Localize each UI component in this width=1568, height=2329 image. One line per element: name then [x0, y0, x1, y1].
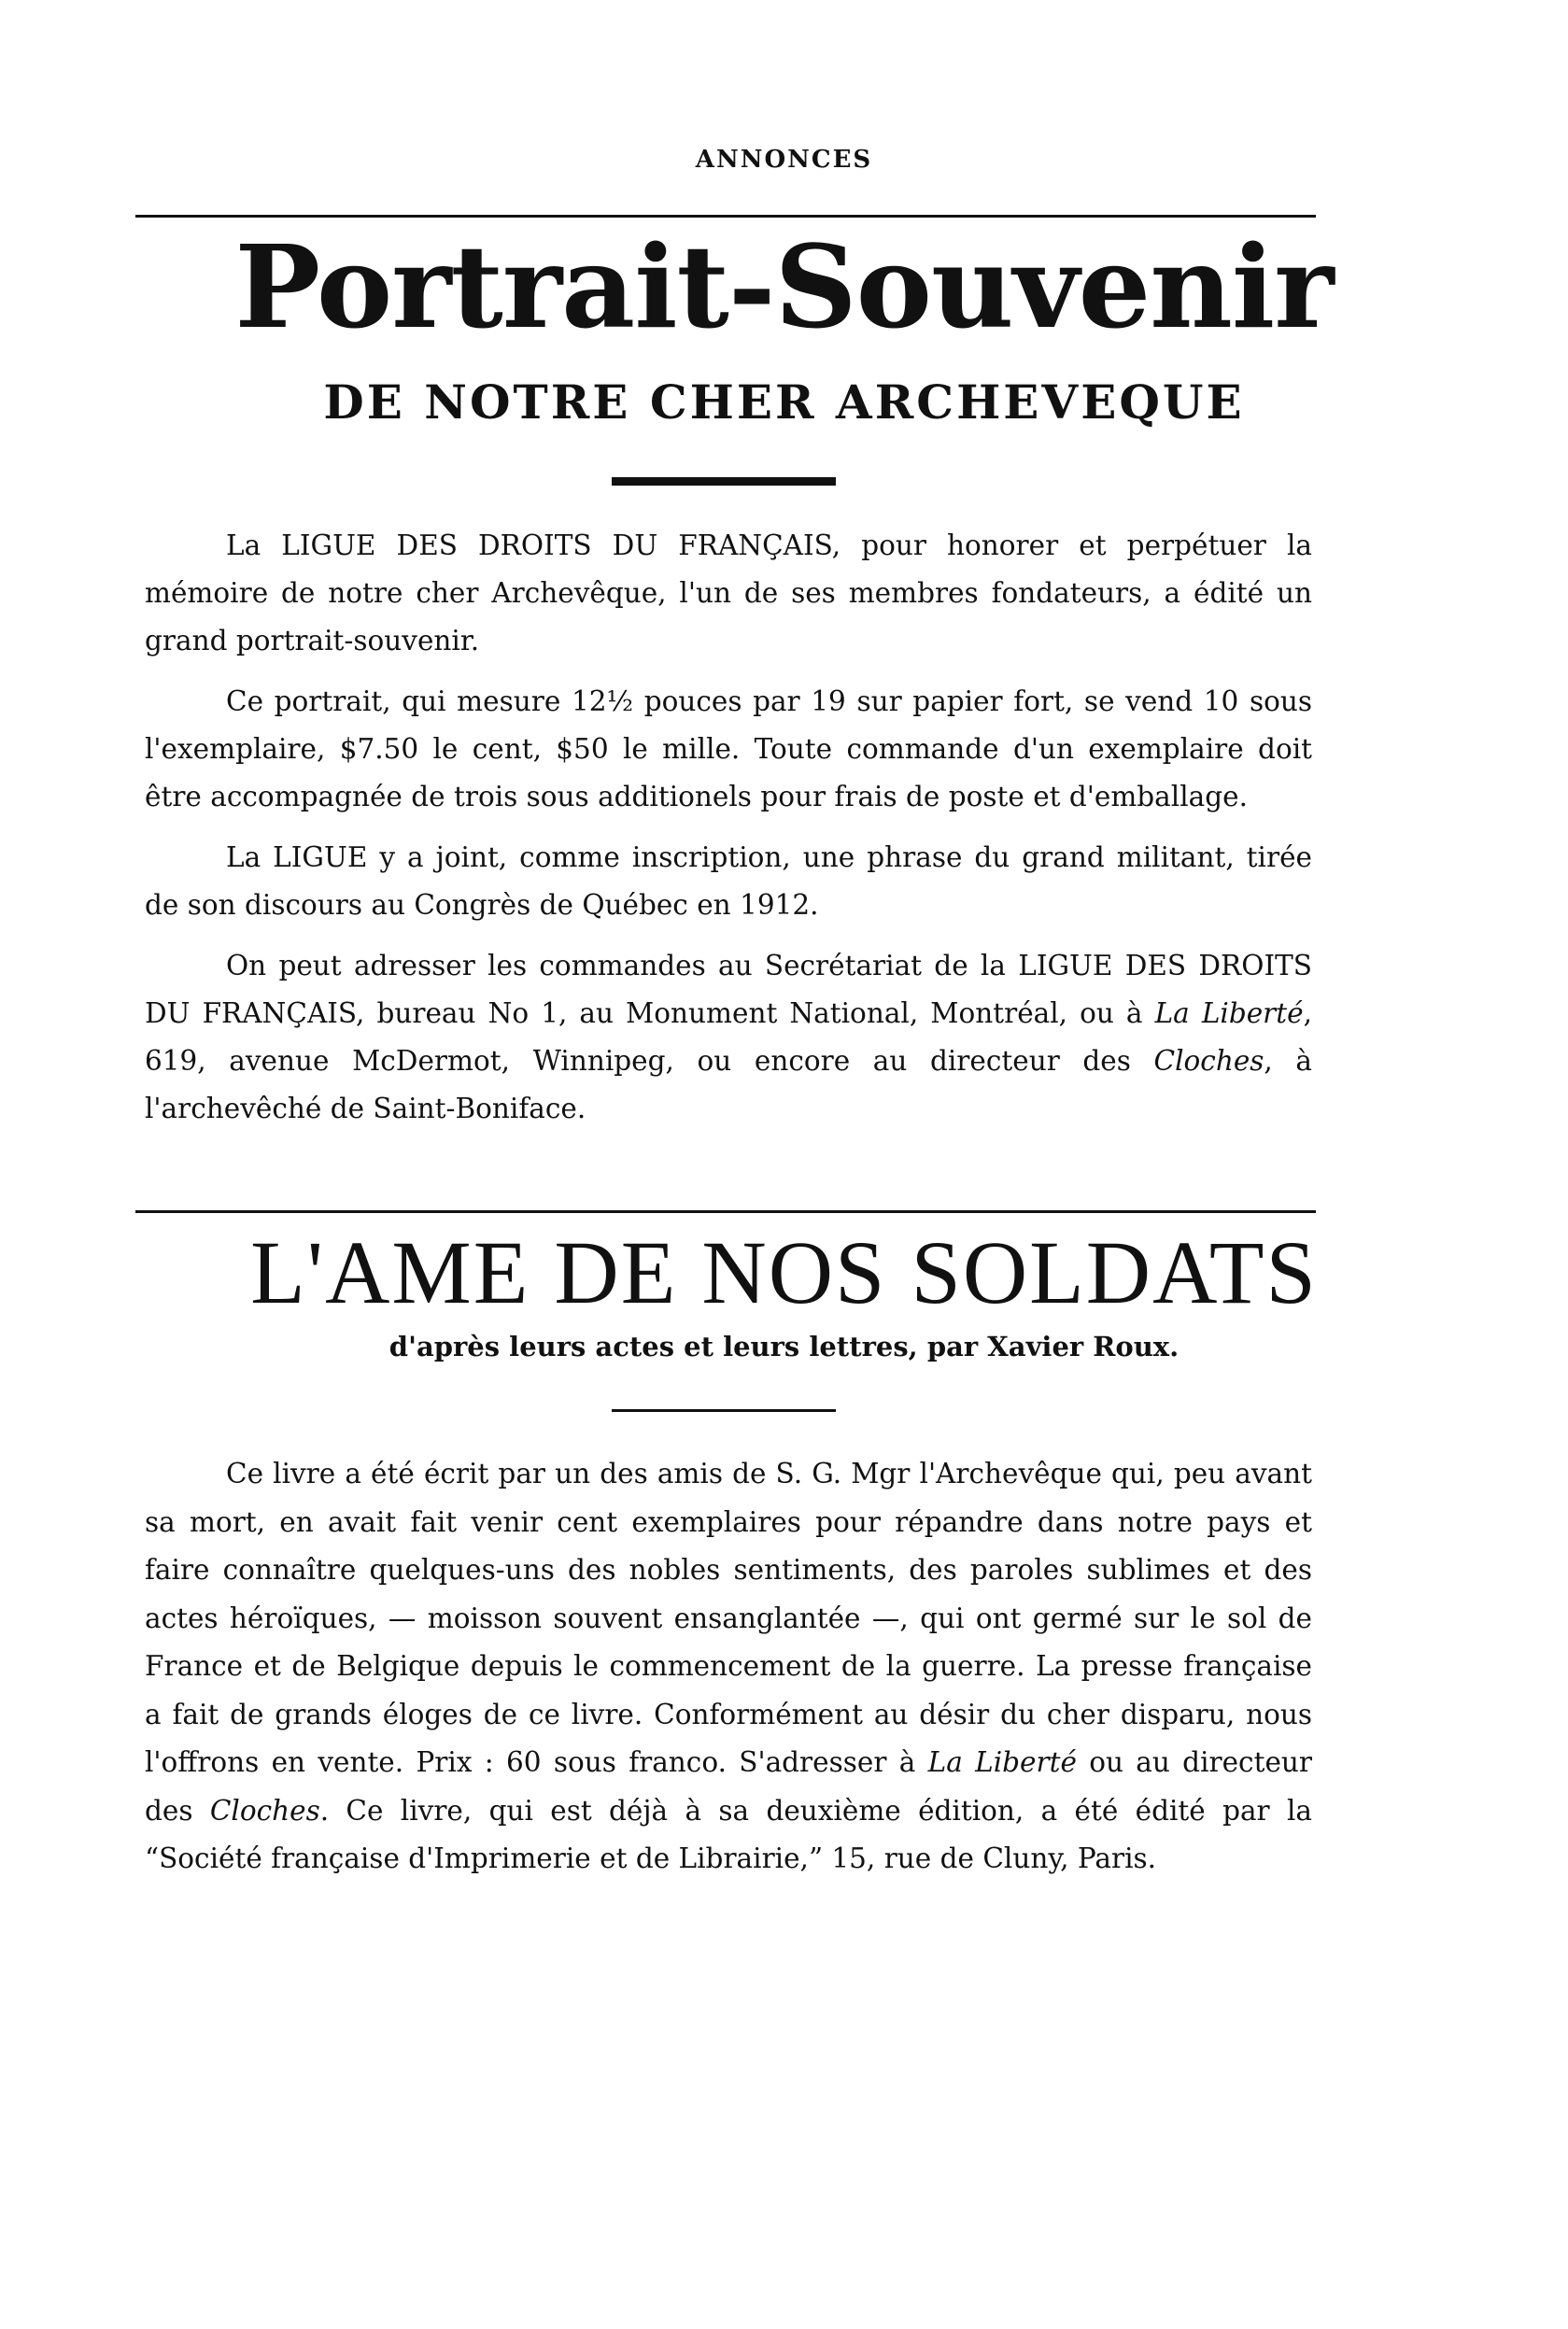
s2-text-a: Ce livre a été écrit par un des amis de S. G. Mgr l'Archevêque qui, peu avant sa mort, en avait fait venir cent exemplaires pour répandre dans notre pays et faire connaître quelques-uns des nobles sentiments, des paroles sublimes et des actes héroïques, — moisson souvent ensanglantée —, qui ont germé sur le sol de France et de Belgique depuis le commencement de la guerre. La presse française a fait de grands éloges de ce livre. Conformément au désir du cher disparu, nous l'offrons en vente. Prix : 60 sous franco. S'adresser à [145, 1458, 1312, 1778]
ame-de-nos-soldats-title: L'AME DE NOS SOLDATS [250, 1222, 1318, 1322]
p4-text-c: , à l'archevêché de Saint-Boniface. [145, 1045, 1313, 1124]
ame-de-nos-soldats-subtitle: d'après leurs actes et leurs lettres, par Xavier Roux. [388, 1331, 1180, 1362]
p4-text-a: On peut adresser les commandes au Secrétariat de la LIGUE DES DROITS DU FRANÇAIS, bureau No 1, au Monument National, Montréal, ou à [145, 950, 1312, 1029]
p4-italic-la-liberte: La Liberté [1154, 997, 1304, 1029]
section1-body [145, 522, 1312, 1146]
section2-short-rule [612, 1409, 836, 1412]
s2-text-b: ou au directeur des [145, 1746, 1312, 1827]
top-rule [135, 215, 1316, 218]
portrait-souvenir-title: Portrait-Souvenir [234, 219, 1334, 354]
middle-rule [135, 1210, 1316, 1213]
section1-paragraph-1: La LIGUE DES DROITS DU FRANÇAIS, pour honorer et perpétuer la mémoire de notre cher Archevêque, l'un de ses membres fondateurs, a édité un grand portrait-souvenir. [145, 529, 1312, 656]
section1-paragraph-2: Ce portrait, qui mesure 12½ pouces par 19 sur papier fort, se vend 10 sous l'exemplaire, $7.50 le cent, $50 le mille. Toute commande d'un exemplaire doit être accompagnée de trois sous additionels pour frais de poste et d'emballage. [145, 685, 1312, 812]
s2-text-c: . Ce livre, qui est déjà à sa deuxième édition, a été édité par la “Société française d'Imprimerie et de Librairie,” 15, rue de Cluny, Paris. [145, 1794, 1313, 1874]
portrait-souvenir-subtitle: DE NOTRE CHER ARCHEVEQUE [323, 374, 1245, 430]
running-head: ANNONCES [695, 146, 873, 174]
p4-italic-cloches: Cloches [1153, 1045, 1264, 1077]
section2-body [145, 1450, 1312, 1884]
section1-short-rule [612, 477, 836, 486]
s2-italic-cloches: Cloches [209, 1794, 320, 1827]
p4-text-b: , 619, avenue McDermot, Winnipeg, ou encore au directeur des [145, 997, 1312, 1077]
section1-paragraph-4 [145, 942, 1312, 1133]
section2-paragraph-1 [145, 1450, 1312, 1884]
s2-italic-la-liberte: La Liberté [927, 1746, 1077, 1778]
section1-paragraph-3: La LIGUE y a joint, comme inscription, une phrase du grand militant, tirée de son discours au Congrès de Québec en 1912. [145, 841, 1312, 921]
